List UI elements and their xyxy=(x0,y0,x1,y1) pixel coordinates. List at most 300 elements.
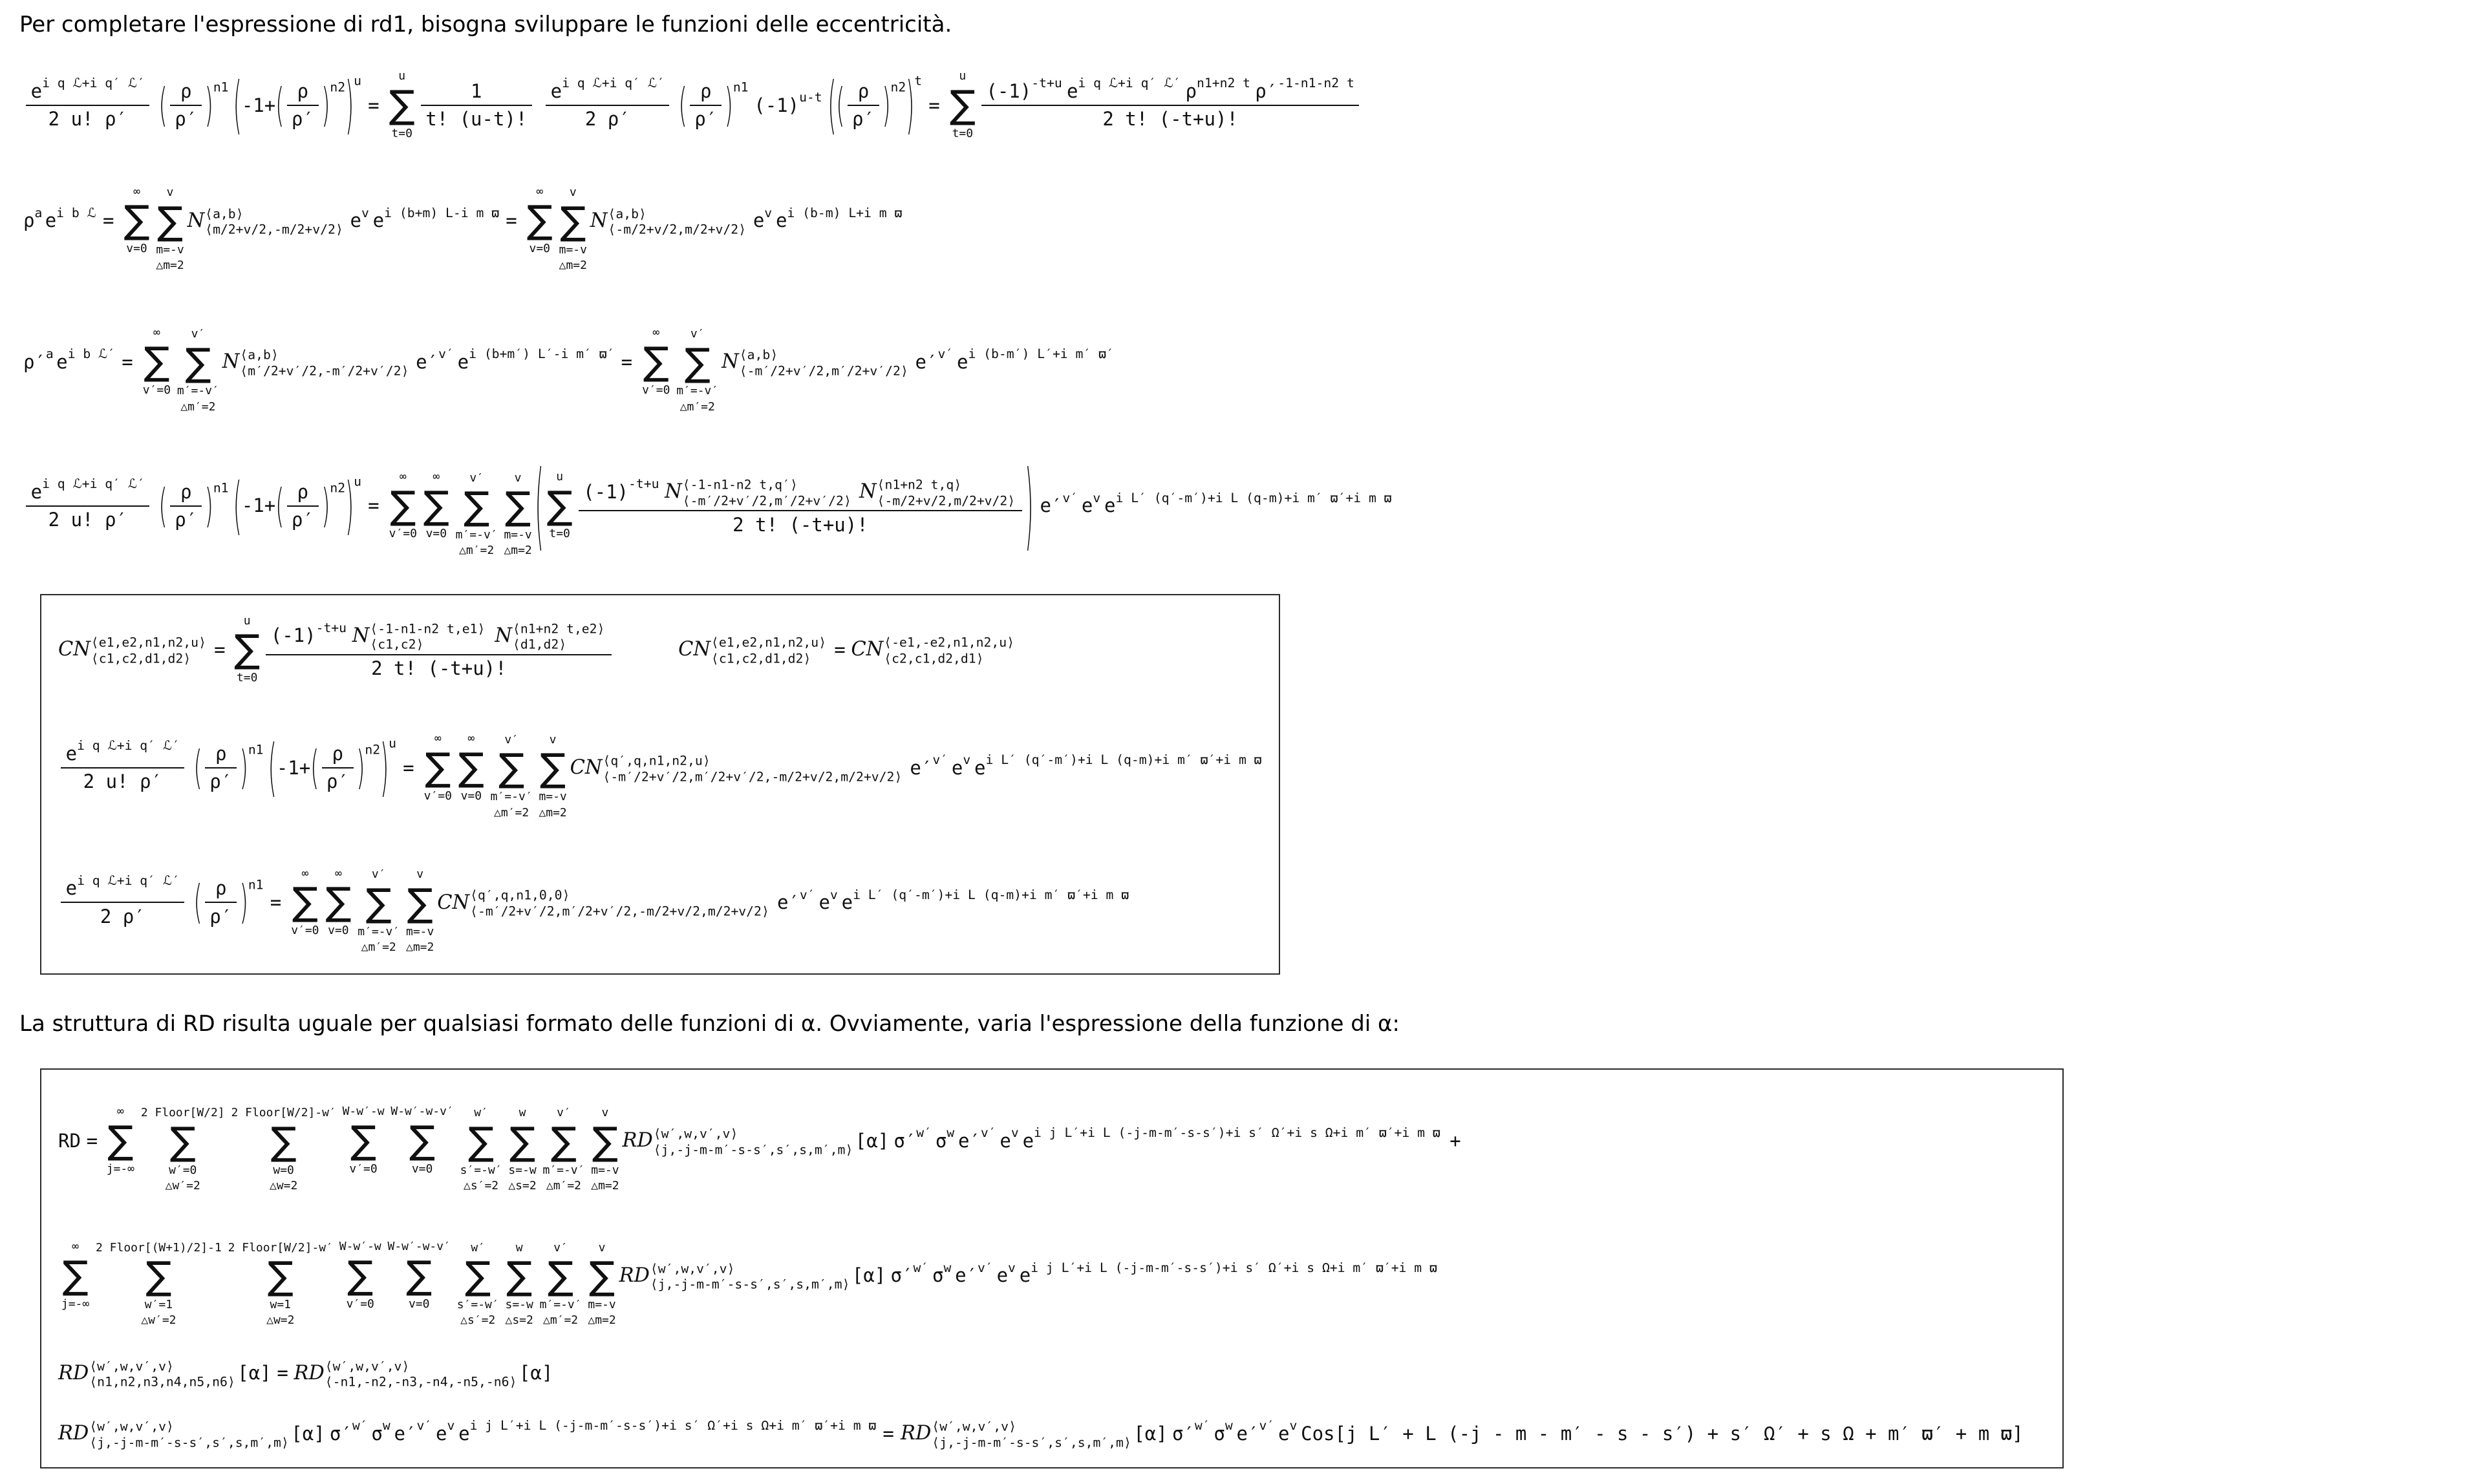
math-superscript: u-t xyxy=(799,89,822,105)
math-summation xyxy=(234,613,260,686)
sum-lower-limit: v′=0 xyxy=(142,383,171,397)
paren-delimiter: ( xyxy=(158,478,167,532)
math-superscript: n1+n2 t xyxy=(1197,76,1251,91)
sigma-icon: ∑ xyxy=(505,484,531,529)
sigma-icon: ∑ xyxy=(267,1254,294,1299)
math-text: ρ′ xyxy=(175,108,198,131)
sum-lower-limit: m′=-v′ xyxy=(539,1298,582,1312)
math-script-stack xyxy=(932,1419,1131,1450)
math-summation xyxy=(504,471,531,559)
math-summation xyxy=(540,1240,582,1329)
sum-lower-limit: △m=2 xyxy=(406,940,434,955)
math-text: = xyxy=(834,638,846,661)
math-text: [α] xyxy=(291,1422,325,1445)
math-text: 2 t! (-t+u)! xyxy=(1102,108,1238,131)
math-fraction xyxy=(61,873,184,928)
sigma-icon: ∑ xyxy=(465,1254,491,1299)
equation-binomial-sum-expansion xyxy=(23,69,1362,142)
paren-delimiter: ( xyxy=(233,68,242,142)
sigma-icon: ∑ xyxy=(390,483,416,528)
sum-upper-limit: 2 Floor[W/2] xyxy=(140,1106,225,1120)
paren-delimiter: ) xyxy=(345,68,354,142)
math-text: ρ′ xyxy=(175,509,198,531)
math-summation xyxy=(542,1105,584,1194)
math-upper-indices: ⟨e1,e2,n1,n2,u⟩ xyxy=(91,635,206,650)
equation-rd-sign-symmetry xyxy=(58,1357,553,1389)
sum-upper-limit: v xyxy=(549,732,557,747)
sigma-icon: ∑ xyxy=(509,1119,536,1164)
math-numerator xyxy=(287,80,319,106)
math-denominator xyxy=(266,655,612,679)
math-lower-indices: ⟨j,-j-m-m′-s-s′,s′,s,m′,m⟩ xyxy=(932,1434,1131,1450)
sum-lower-limit: m′=-v′ xyxy=(542,1163,585,1177)
math-numerator xyxy=(26,76,149,106)
sum-lower-limit: m=-v xyxy=(504,528,532,542)
math-superscript: v xyxy=(1093,490,1101,505)
sigma-icon: ∑ xyxy=(145,1254,172,1299)
math-script-stack xyxy=(683,477,851,509)
math-text: (-1) xyxy=(754,94,800,116)
math-fraction xyxy=(61,738,184,793)
math-summation xyxy=(591,1105,619,1194)
math-text: (-1) xyxy=(986,80,1032,102)
math-summation xyxy=(156,185,184,273)
math-upper-indices: ⟨a,b⟩ xyxy=(240,347,279,363)
math-text: ρ′ xyxy=(326,770,349,793)
sigma-icon: ∑ xyxy=(407,881,433,926)
math-script-stack xyxy=(513,621,604,653)
math-text: e xyxy=(974,756,986,779)
math-summation xyxy=(228,1240,333,1329)
sum-upper-limit: u xyxy=(398,69,406,83)
sigma-icon: ∑ xyxy=(548,1254,574,1299)
math-text: e xyxy=(30,80,43,102)
math-superscript: n2 xyxy=(330,80,346,95)
sigma-icon: ∑ xyxy=(468,1119,495,1164)
math-superscript: v′ xyxy=(1062,490,1078,505)
sum-lower-limit: m′=-v′ xyxy=(676,384,719,398)
sum-lower-limit: △s=2 xyxy=(508,1178,537,1192)
math-script-letter: N xyxy=(722,350,739,374)
sum-lower-limit: △m′=2 xyxy=(459,544,495,558)
math-superscript: i L′ (q′-m′)+i L (q-m)+i m′ ϖ′+i m ϖ xyxy=(853,887,1129,902)
math-superscript: w xyxy=(947,1125,955,1141)
math-text: σ xyxy=(932,1264,944,1287)
math-script-letter: CN xyxy=(437,891,470,914)
sum-upper-limit: u xyxy=(556,469,564,483)
math-script-stack xyxy=(240,347,409,379)
math-superscript: v xyxy=(829,887,838,902)
sigma-icon: ∑ xyxy=(270,1119,297,1164)
sum-upper-limit: w′ xyxy=(474,1106,488,1120)
sigma-icon: ∑ xyxy=(684,340,711,385)
math-script-stack xyxy=(91,635,206,667)
math-text: e xyxy=(841,891,853,914)
sum-upper-limit: v xyxy=(601,1106,609,1120)
sum-lower-limit: △m=2 xyxy=(504,544,532,558)
sum-lower-limit: v=0 xyxy=(411,1161,433,1176)
paren-delimiter: ) xyxy=(724,78,733,132)
math-lower-indices: ⟨m/2+v/2,-m/2+v/2⟩ xyxy=(205,222,343,237)
sum-upper-limit: ∞ xyxy=(536,184,544,198)
sum-lower-limit: m′=-v′ xyxy=(176,384,219,398)
math-script-letter: N xyxy=(352,624,370,647)
sum-upper-limit: v xyxy=(569,186,577,200)
cn-definitions-box xyxy=(40,594,1280,975)
math-text: = xyxy=(86,1129,98,1152)
math-text: e′ xyxy=(957,1129,981,1152)
math-text: e′ xyxy=(955,1264,978,1287)
math-text: 2 ρ′ xyxy=(584,108,630,131)
math-numerator xyxy=(546,76,669,106)
math-text: ρ′ xyxy=(291,108,314,131)
math-text: ρ xyxy=(180,80,192,102)
math-upper-indices: ⟨q′,q,n1,n2,u⟩ xyxy=(603,753,711,768)
math-script-letter: RD xyxy=(58,1422,89,1445)
sum-upper-limit: u xyxy=(959,69,967,83)
sigma-icon: ∑ xyxy=(406,1253,433,1298)
math-text: = xyxy=(122,350,133,373)
paren-delimiter: ( xyxy=(275,78,284,132)
math-superscript: n1 xyxy=(733,80,749,95)
math-lower-indices: ⟨c2,c1,d2,d1⟩ xyxy=(884,651,984,666)
math-numerator xyxy=(266,620,612,655)
math-text: ρ xyxy=(23,209,35,232)
paren-delimiter: ) xyxy=(882,78,891,132)
math-script-stack xyxy=(654,1127,853,1158)
math-fraction xyxy=(26,476,149,531)
math-summation xyxy=(177,326,219,415)
sum-lower-limit: w=0 xyxy=(273,1163,294,1177)
math-script-letter: RD xyxy=(58,1361,89,1384)
math-text: t! (u-t)! xyxy=(425,108,528,131)
sum-upper-limit: W-w′-w xyxy=(339,1240,381,1254)
math-text: 2 t! (-t+u)! xyxy=(371,657,507,680)
math-lower-indices: ⟨-m/2+v/2,m/2+v/2⟩ xyxy=(608,222,747,237)
sigma-icon: ∑ xyxy=(498,746,525,791)
sigma-icon: ∑ xyxy=(62,1253,89,1298)
math-script-stack xyxy=(325,1359,517,1390)
math-upper-indices: ⟨w′,w,v′,v⟩ xyxy=(932,1419,1016,1434)
math-summation xyxy=(506,1240,533,1329)
math-superscript: v′ xyxy=(438,346,454,362)
math-superscript: v xyxy=(963,752,971,767)
math-superscript: n1 xyxy=(248,742,264,758)
math-text: σ′ xyxy=(890,1264,914,1287)
sigma-icon: ∑ xyxy=(169,1119,196,1164)
math-text: ρ′ xyxy=(209,770,233,793)
math-text: ρ′ xyxy=(291,509,314,531)
sigma-icon: ∑ xyxy=(423,483,449,528)
math-summation xyxy=(123,184,149,257)
math-text: e xyxy=(1278,1422,1290,1445)
math-summation xyxy=(96,1240,222,1329)
math-upper-indices: ⟨w′,w,v′,v⟩ xyxy=(325,1359,410,1374)
math-script-stack xyxy=(205,206,343,238)
sigma-icon: ∑ xyxy=(592,1119,618,1164)
math-text: 2 u! ρ′ xyxy=(48,509,127,531)
math-upper-indices: ⟨e1,e2,n1,n2,u⟩ xyxy=(711,635,826,650)
math-lower-indices: ⟨c1,c2,d1,d2⟩ xyxy=(711,651,811,666)
sum-upper-limit: ∞ xyxy=(72,1240,79,1254)
math-upper-indices: ⟨w′,w,v′,v⟩ xyxy=(89,1359,174,1374)
math-superscript: a xyxy=(34,205,43,220)
sum-lower-limit: v′=0 xyxy=(389,527,417,541)
math-summation xyxy=(424,731,452,804)
sum-lower-limit: m′=-v′ xyxy=(455,528,498,542)
math-text: ρ xyxy=(332,742,343,765)
math-lower-indices: ⟨m′/2+v′/2,-m′/2+v′/2⟩ xyxy=(240,363,409,379)
sum-upper-limit: w′ xyxy=(471,1240,486,1255)
math-numerator xyxy=(848,80,879,106)
math-superscript: w xyxy=(1225,1417,1233,1433)
paren-delimiter: ( xyxy=(678,78,687,132)
math-denominator xyxy=(287,507,319,531)
math-summation xyxy=(491,732,533,821)
math-superscript: i (b+m) L-i m ϖ xyxy=(384,205,500,220)
math-script-letter: CN xyxy=(678,638,711,661)
paren-delimiter: ( xyxy=(310,741,319,794)
sigma-icon: ∑ xyxy=(107,1118,134,1163)
math-denominator xyxy=(205,903,237,927)
math-upper-indices: ⟨-e1,-e2,n1,n2,u⟩ xyxy=(884,635,1014,650)
math-text: [α] xyxy=(519,1362,553,1384)
math-superscript: v xyxy=(447,1417,455,1433)
math-script-letter: CN xyxy=(58,638,91,661)
math-upper-indices: ⟨w′,w,v′,v⟩ xyxy=(653,1126,738,1141)
math-superscript: n1 xyxy=(213,480,229,496)
math-superscript: i L′ (q′-m′)+i L (q-m)+i m′ ϖ′+i m ϖ xyxy=(985,752,1262,767)
math-text: ρ xyxy=(700,80,712,102)
paren-delimiter: ) xyxy=(204,78,213,132)
math-text: 2 t! (-t+u)! xyxy=(733,513,868,536)
sum-lower-limit: t=0 xyxy=(952,126,974,140)
sum-lower-limit: m=-v xyxy=(406,924,434,938)
math-text: = xyxy=(506,209,517,232)
math-summation xyxy=(291,866,319,939)
sigma-icon: ∑ xyxy=(347,1253,374,1298)
paren-delimiter: ( xyxy=(828,68,837,142)
math-text: e xyxy=(1066,80,1078,102)
math-text: = xyxy=(270,891,282,914)
math-summation xyxy=(588,1240,615,1329)
paren-delimiter: ) xyxy=(321,78,330,132)
math-text: e xyxy=(951,756,963,779)
sum-lower-limit: △w′=2 xyxy=(141,1313,176,1328)
math-summation xyxy=(388,1239,451,1312)
math-text: Cos[j L′ + L (-j - m - m′ - s - s′) + s′ Ω′ + s Ω + m′ ϖ′ + m ϖ] xyxy=(1301,1422,2024,1445)
math-text: ρ xyxy=(297,480,308,503)
math-upper-indices: ⟨n1+n2 t,q⟩ xyxy=(877,477,962,493)
paren-delimiter: ) xyxy=(321,478,330,532)
math-text: = xyxy=(403,756,414,779)
math-fraction xyxy=(579,476,1022,536)
math-text: e xyxy=(458,1422,470,1445)
sum-lower-limit: △m′=2 xyxy=(679,399,715,414)
math-superscript: w xyxy=(943,1260,952,1275)
math-superscript: v′ xyxy=(937,346,954,362)
math-numerator xyxy=(170,80,202,106)
math-fraction xyxy=(322,743,354,793)
math-script-letter: RD xyxy=(294,1361,325,1384)
math-denominator xyxy=(26,106,149,130)
math-script-stack xyxy=(877,477,1016,509)
sum-upper-limit: ∞ xyxy=(153,326,160,340)
sum-lower-limit: v=0 xyxy=(126,242,147,256)
math-text: (-1) xyxy=(583,480,628,503)
math-text: = xyxy=(368,94,380,116)
sigma-icon: ∑ xyxy=(643,339,669,385)
math-script-letter: N xyxy=(222,350,240,374)
sum-lower-limit: △m=2 xyxy=(591,1178,619,1192)
sigma-icon: ∑ xyxy=(526,198,553,243)
math-text: e′ xyxy=(416,350,439,373)
math-lower-indices: ⟨j,-j-m-m′-s-s′,s′,s,m′,m⟩ xyxy=(650,1277,850,1292)
sum-lower-limit: △m′=2 xyxy=(494,805,530,820)
math-script-stack xyxy=(711,635,826,667)
math-superscript: i b ℒ′ xyxy=(67,346,116,362)
math-numerator xyxy=(205,743,237,768)
math-denominator xyxy=(322,768,354,792)
math-lower-indices: ⟨-m′/2+v′/2,m′/2+v′/2,-m/2+v/2,m/2+v/2⟩ xyxy=(470,904,769,919)
sum-lower-limit: t=0 xyxy=(236,671,258,685)
math-text: e′ xyxy=(777,891,800,914)
math-superscript: i (b+m′) L′-i m′ ϖ′ xyxy=(469,346,615,362)
math-upper-indices: ⟨a,b⟩ xyxy=(739,347,778,363)
math-summation xyxy=(676,326,718,415)
math-upper-indices: ⟨-1-n1-n2 t,e1⟩ xyxy=(370,620,486,636)
math-numerator xyxy=(579,476,1022,511)
math-script-stack xyxy=(884,635,1014,667)
math-script-letter: RD xyxy=(619,1264,650,1287)
sum-upper-limit: ∞ xyxy=(301,866,309,880)
math-script-letter: N xyxy=(665,480,682,504)
math-superscript: v xyxy=(1289,1417,1298,1433)
sum-lower-limit: m=-v xyxy=(591,1163,619,1177)
math-summation xyxy=(539,732,566,821)
math-lower-indices: ⟨-m′/2+v′/2,m′/2+v′/2⟩ xyxy=(739,363,908,379)
math-numerator xyxy=(61,873,184,903)
rd-structure-text: La struttura di RD risulta uguale per qualsiasi formato delle funzioni di α. Ovviamente, varia l'espressione della funzione di α: xyxy=(19,1011,1400,1037)
math-numerator xyxy=(205,877,237,903)
math-text: [α] xyxy=(237,1362,272,1384)
math-superscript: i (b-m′) L′+i m′ ϖ′ xyxy=(968,346,1114,362)
paren-delimiter: ) xyxy=(1025,449,1034,561)
math-superscript: v′ xyxy=(978,1260,993,1275)
math-text: e xyxy=(65,877,78,900)
math-summation xyxy=(339,1239,381,1312)
sigma-icon: ∑ xyxy=(123,198,150,243)
math-summation xyxy=(343,1104,385,1177)
math-lower-indices: ⟨-m′/2+v′/2,m′/2+v′/2,-m/2+v/2,m/2+v/2⟩ xyxy=(603,768,903,784)
paren-delimiter: ( xyxy=(268,730,277,804)
sigma-icon: ∑ xyxy=(506,1254,533,1299)
sum-upper-limit: 2 Floor[W/2]-w′ xyxy=(228,1240,333,1255)
math-upper-indices: ⟨a,b⟩ xyxy=(205,206,244,221)
sigma-icon: ∑ xyxy=(540,746,566,791)
math-text: 2 ρ′ xyxy=(100,905,145,928)
sum-upper-limit: ∞ xyxy=(434,732,442,746)
sigma-icon: ∑ xyxy=(365,881,392,926)
math-numerator xyxy=(287,481,319,507)
paren-delimiter: ( xyxy=(193,741,202,794)
sigma-icon: ∑ xyxy=(350,1118,377,1163)
math-denominator xyxy=(579,511,1022,535)
math-script-stack xyxy=(650,1261,850,1293)
math-text: ρ xyxy=(297,80,308,102)
math-summation xyxy=(547,469,573,542)
math-text: σ′ xyxy=(329,1422,352,1445)
math-superscript: -1-n1-n2 t xyxy=(1278,76,1354,91)
sigma-icon: ∑ xyxy=(550,1119,577,1164)
sum-lower-limit: v′=0 xyxy=(346,1297,374,1311)
math-fraction xyxy=(170,80,202,131)
math-text: [α] xyxy=(855,1129,890,1152)
sum-lower-limit: s=-w xyxy=(508,1163,537,1177)
math-superscript: v′ xyxy=(932,752,948,767)
math-text: e xyxy=(65,742,78,765)
math-superscript: i q ℒ+i q′ ℒ′ xyxy=(562,76,665,91)
math-text: e xyxy=(45,209,57,232)
math-script-stack xyxy=(608,206,746,238)
sum-lower-limit: v′=0 xyxy=(291,924,319,938)
math-text: ρ′ xyxy=(23,350,46,373)
math-text: = xyxy=(928,94,940,116)
sum-lower-limit: v′=0 xyxy=(423,789,452,803)
math-superscript: v xyxy=(764,205,773,220)
math-text: = xyxy=(102,209,114,232)
math-superscript: v′ xyxy=(799,887,815,902)
math-text: ρ xyxy=(215,877,227,900)
math-script-letter: CN xyxy=(851,638,884,661)
math-text: 1 xyxy=(471,80,482,102)
sum-upper-limit: v xyxy=(598,1240,606,1255)
sum-lower-limit: s=-w xyxy=(505,1298,533,1312)
math-script-letter: N xyxy=(590,209,608,232)
math-text: = xyxy=(368,494,380,517)
sum-upper-limit: ∞ xyxy=(334,866,342,880)
sum-lower-limit: △s=2 xyxy=(505,1313,533,1328)
paren-delimiter: ) xyxy=(204,478,213,532)
math-text: σ xyxy=(935,1129,947,1152)
math-superscript: v xyxy=(1011,1125,1019,1141)
math-superscript: v xyxy=(361,205,369,220)
sum-upper-limit: ∞ xyxy=(116,1105,124,1119)
math-superscript: w′ xyxy=(352,1417,368,1433)
equation-rho-prime-eccentricity-expansion xyxy=(23,308,1114,415)
math-script-stack xyxy=(89,1419,288,1450)
sum-lower-limit: t=0 xyxy=(391,126,412,140)
sum-lower-limit: m′=-v′ xyxy=(358,924,400,938)
math-text: e xyxy=(956,350,968,373)
math-summation xyxy=(141,1105,225,1194)
sum-upper-limit: w xyxy=(515,1240,523,1255)
math-text: e xyxy=(753,209,765,232)
equation-rd-main-sum-even-w xyxy=(58,1088,1461,1194)
math-lower-indices: ⟨-n1,-n2,-n3,-n4,-n5,-n6⟩ xyxy=(325,1374,517,1390)
sigma-icon: ∑ xyxy=(185,340,211,385)
sigma-icon: ∑ xyxy=(464,484,490,529)
sum-upper-limit: v xyxy=(514,471,522,485)
sigma-icon: ∑ xyxy=(560,199,586,244)
math-superscript: i j L′+i L (-j-m-m′-s-s′)+i s′ Ω′+i s Ω+i m′ ϖ′+i m ϖ xyxy=(469,1417,877,1433)
math-summation xyxy=(107,1104,134,1177)
math-superscript: i b ℒ xyxy=(56,205,96,220)
math-summation xyxy=(460,1105,502,1194)
math-text: e xyxy=(1081,494,1093,517)
sum-lower-limit: △m=2 xyxy=(588,1313,616,1328)
math-superscript: w′ xyxy=(1194,1417,1210,1433)
